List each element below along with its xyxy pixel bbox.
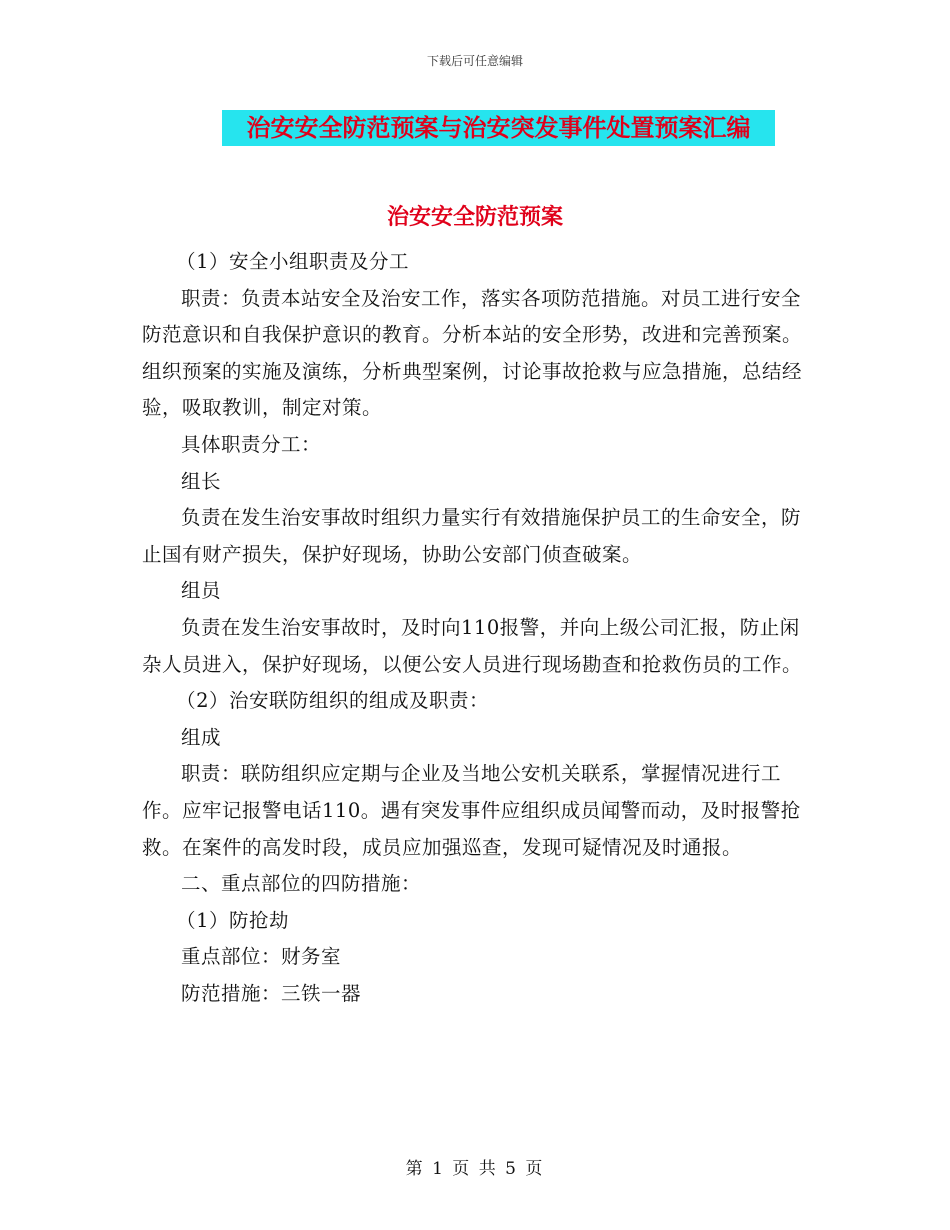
document-body xyxy=(142,244,812,1012)
heading-four-defenses: 二、重点部位的四防措施： xyxy=(181,872,422,896)
paragraph-division-heading: 具体职责分工： xyxy=(181,432,322,456)
paragraph-measures: 防范措施：三铁一器 xyxy=(181,981,362,1005)
document-title: 治安安全防范预案与治安突发事件处置预案汇编 xyxy=(222,110,775,146)
label-composition: 组成 xyxy=(181,725,222,749)
label-group-member: 组员 xyxy=(181,579,222,603)
label-group-leader: 组长 xyxy=(181,469,222,493)
paragraph-member-duties: 负责在发生治安事故时，及时向110报警，并向上级公司汇报，防止闲杂人员进入，保护好现场，以便公安人员进行现场勘查和抢救伤员的工作。 xyxy=(142,615,803,676)
subheading-joint-defense: （2）治安联防组织的组成及职责： xyxy=(176,689,490,713)
section-title: 治安安全防范预案 xyxy=(386,204,563,230)
header-note: 下载后可任意编辑 xyxy=(426,54,523,68)
page-footer: 第 1 页 共 5 页 xyxy=(405,1159,545,1179)
paragraph-joint-duties: 职责：联防组织应定期与企业及当地公安机关联系，掌握情况进行工作。应牢记报警电话110。遇有突发事件应组织成员闻警而动，及时报警抢救。在案件的高发时段，成员应加强巡查，发现可疑情况及时通报。 xyxy=(142,762,801,859)
paragraph-duties: 职责：负责本站安全及治安工作，落实各项防范措施。对员工进行安全防范意识和自我保护意识的教育。分析本站的安全形势，改进和完善预案。组织预案的实施及演练，分析典型案例，讨论事故抢救与应急措施，总结经验，吸取教训，制定对策。 xyxy=(142,286,803,420)
subheading-anti-robbery: （1）防抢劫 xyxy=(176,908,290,932)
paragraph-leader-duties: 负责在发生治安事故时组织力量实行有效措施保护员工的生命安全，防止国有财产损失，保护好现场，协助公安部门侦查破案。 xyxy=(142,506,802,566)
paragraph-key-location: 重点部位：财务室 xyxy=(181,945,342,969)
subheading-safety-group: （1）安全小组职责及分工 xyxy=(176,250,410,273)
